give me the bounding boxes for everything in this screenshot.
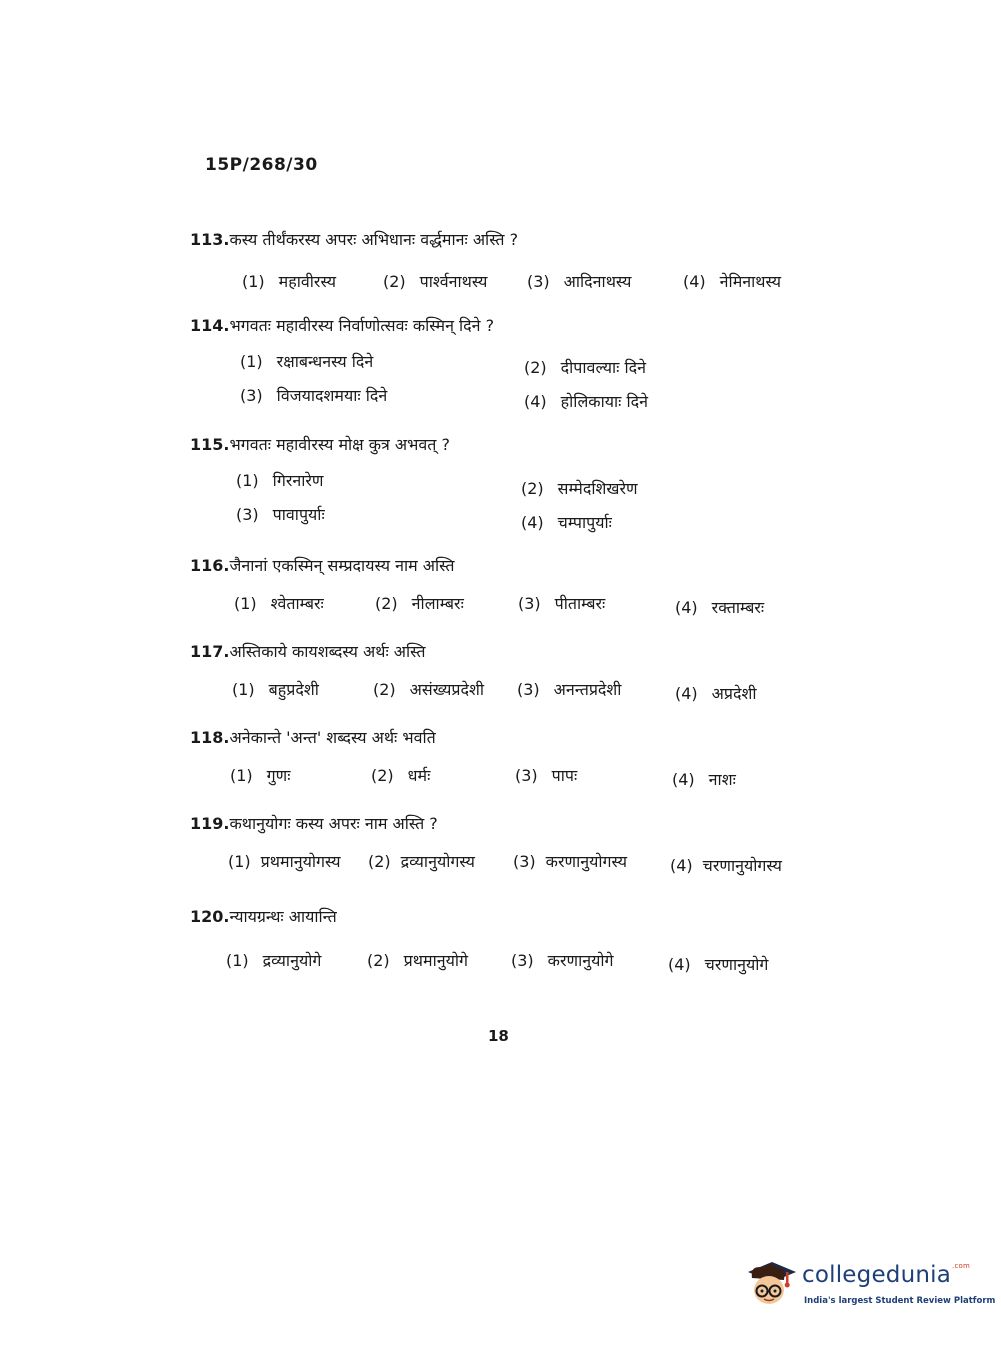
option-number: (4) [670, 856, 693, 875]
option-number: (1) [228, 852, 251, 871]
option-1 [230, 764, 290, 786]
question-text: भगवतः महावीरस्य मोक्ष कुत्र अभवत् ? [229, 435, 450, 454]
option-1 [242, 270, 336, 292]
options-row [190, 384, 830, 414]
option-4 [668, 953, 768, 975]
options-row [190, 503, 830, 533]
question-number: 120. [190, 907, 230, 926]
option-number: (1) [230, 766, 253, 785]
option-2 [521, 477, 638, 499]
question-text: भगवतः महावीरस्य निर्वाणोत्सवः कस्मिन् दिने ? [229, 316, 495, 335]
option-number: (4) [521, 513, 544, 532]
question-text: जैनानां एकस्मिन् सम्प्रदायस्य नाम अस्ति [229, 556, 455, 575]
question-114 [190, 314, 830, 414]
question-number: 116. [190, 556, 230, 575]
option-2 [367, 949, 468, 971]
question-line [190, 554, 830, 576]
brand-tagline: India's largest Student Review Platform [804, 1296, 996, 1306]
option-text: प्रथमानुयोगे [403, 951, 469, 970]
option-text: नेमिनाथस्य [719, 272, 782, 291]
option-text: नाशः [708, 770, 736, 789]
option-text: प्रथमानुयोगस्य [260, 852, 341, 871]
option-text: असंख्यप्रदेशी [409, 680, 484, 699]
option-text: पीताम्बरः [554, 594, 606, 613]
page-number: 18 [488, 1027, 509, 1045]
option-number: (3) [240, 386, 263, 405]
options-row [190, 850, 830, 880]
option-number: (3) [527, 272, 550, 291]
option-number: (1) [226, 951, 249, 970]
option-text: अनन्तप्रदेशी [553, 680, 622, 699]
option-text: पार्श्वनाथस्य [419, 272, 488, 291]
question-line [190, 228, 830, 250]
options-row [190, 270, 830, 300]
option-number: (2) [373, 680, 396, 699]
option-number: (4) [524, 392, 547, 411]
option-text: विजयादशमयाः दिने [276, 386, 388, 405]
option-number: (4) [668, 955, 691, 974]
brand-name [802, 1262, 970, 1288]
option-number: (2) [371, 766, 394, 785]
option-text: रक्ताम्बरः [711, 598, 765, 617]
options-row [190, 678, 830, 708]
question-line [190, 314, 830, 336]
question-115 [190, 433, 830, 533]
question-number: 115. [190, 435, 230, 454]
option-number: (2) [524, 358, 547, 377]
question-line [190, 640, 830, 662]
option-4 [683, 270, 781, 292]
option-2 [371, 764, 430, 786]
brand-suffix: .com [952, 1262, 971, 1270]
option-1 [234, 592, 324, 614]
option-2 [375, 592, 464, 614]
option-1 [226, 949, 321, 971]
option-text: धर्मः [407, 766, 431, 785]
option-number: (4) [672, 770, 695, 789]
option-text: चरणानुयोगे [704, 955, 769, 974]
options-row [190, 764, 830, 794]
option-number: (3) [511, 951, 534, 970]
options-row [190, 949, 830, 979]
option-3 [527, 270, 631, 292]
question-number: 117. [190, 642, 230, 661]
option-3 [511, 949, 614, 971]
option-text: बहुप्रदेशी [268, 680, 319, 699]
option-number: (4) [683, 272, 706, 291]
question-120 [190, 905, 830, 979]
question-text: अनेकान्ते 'अन्त' शब्दस्य अर्थः भवति [229, 728, 436, 747]
option-number: (2) [367, 951, 390, 970]
options-row [190, 469, 830, 499]
option-number: (3) [236, 505, 259, 524]
option-4 [675, 596, 764, 618]
option-number: (2) [521, 479, 544, 498]
option-number: (2) [383, 272, 406, 291]
option-text: आदिनाथस्य [563, 272, 632, 291]
option-number: (1) [234, 594, 257, 613]
option-3 [518, 592, 605, 614]
brand-text: collegedunia [802, 1262, 952, 1288]
option-text: सम्मेदशिखरेण [557, 479, 638, 498]
option-text: करणानुयोगस्य [545, 852, 628, 871]
question-118 [190, 726, 830, 794]
option-text: महावीरस्य [278, 272, 336, 291]
option-text: गुणः [266, 766, 291, 785]
option-text: दीपावल्याः दिने [560, 358, 647, 377]
option-text: पावापुर्याः [272, 505, 325, 524]
option-number: (4) [675, 684, 698, 703]
option-number: (2) [375, 594, 398, 613]
question-line [190, 812, 830, 834]
option-number: (4) [675, 598, 698, 617]
option-text: चरणानुयोगस्य [702, 856, 782, 875]
option-3 [236, 503, 325, 525]
question-line [190, 433, 830, 455]
paper-code: 15P/268/30 [205, 155, 318, 175]
collegedunia-watermark [742, 1252, 996, 1316]
option-text: पापः [551, 766, 578, 785]
option-4 [521, 511, 612, 533]
option-text: करणानुयोगे [547, 951, 614, 970]
option-2 [368, 850, 475, 872]
option-number: (3) [513, 852, 536, 871]
question-text: अस्तिकाये कायशब्दस्य अर्थः अस्ति [229, 642, 426, 661]
option-4 [675, 682, 757, 704]
question-number: 113. [190, 230, 230, 249]
options-row [190, 592, 830, 622]
option-number: (3) [517, 680, 540, 699]
option-3 [240, 384, 387, 406]
question-line [190, 905, 830, 927]
question-116 [190, 554, 830, 622]
option-number: (2) [368, 852, 391, 871]
option-2 [383, 270, 487, 292]
option-1 [240, 350, 373, 372]
option-text: श्वेताम्बरः [270, 594, 324, 613]
option-text: नीलाम्बरः [411, 594, 464, 613]
option-3 [515, 764, 577, 786]
option-3 [517, 678, 621, 700]
option-1 [232, 678, 319, 700]
question-number: 118. [190, 728, 230, 747]
option-text: चम्पापुर्याः [557, 513, 612, 532]
option-number: (1) [232, 680, 255, 699]
option-number: (1) [240, 352, 263, 371]
mascot-logo-icon [742, 1254, 800, 1312]
option-text: गिरनारेण [272, 471, 324, 490]
question-113 [190, 228, 830, 300]
question-line [190, 726, 830, 748]
option-4 [672, 768, 736, 790]
option-text: अप्रदेशी [711, 684, 757, 703]
option-number: (3) [518, 594, 541, 613]
option-text: द्रव्यानुयोगस्य [400, 852, 475, 871]
question-text: न्यायग्रन्थः आयान्ति [229, 907, 337, 926]
option-text: द्रव्यानुयोगे [262, 951, 322, 970]
options-row [190, 350, 830, 380]
option-4 [670, 854, 782, 876]
question-text: कथानुयोगः कस्य अपरः नाम अस्ति ? [229, 814, 438, 833]
option-2 [373, 678, 484, 700]
option-2 [524, 356, 646, 378]
option-number: (1) [236, 471, 259, 490]
option-text: रक्षाबन्धनस्य दिने [276, 352, 374, 371]
question-number: 119. [190, 814, 230, 833]
option-4 [524, 390, 648, 412]
question-117 [190, 640, 830, 708]
option-1 [228, 850, 341, 872]
question-number: 114. [190, 316, 230, 335]
question-text: कस्य तीर्थंकरस्य अपरः अभिधानः वर्द्धमानः अस्ति ? [229, 230, 519, 249]
option-number: (1) [242, 272, 265, 291]
option-text: होलिकायाः दिने [560, 392, 648, 411]
option-1 [236, 469, 324, 491]
option-3 [513, 850, 627, 872]
question-119 [190, 812, 830, 880]
option-number: (3) [515, 766, 538, 785]
